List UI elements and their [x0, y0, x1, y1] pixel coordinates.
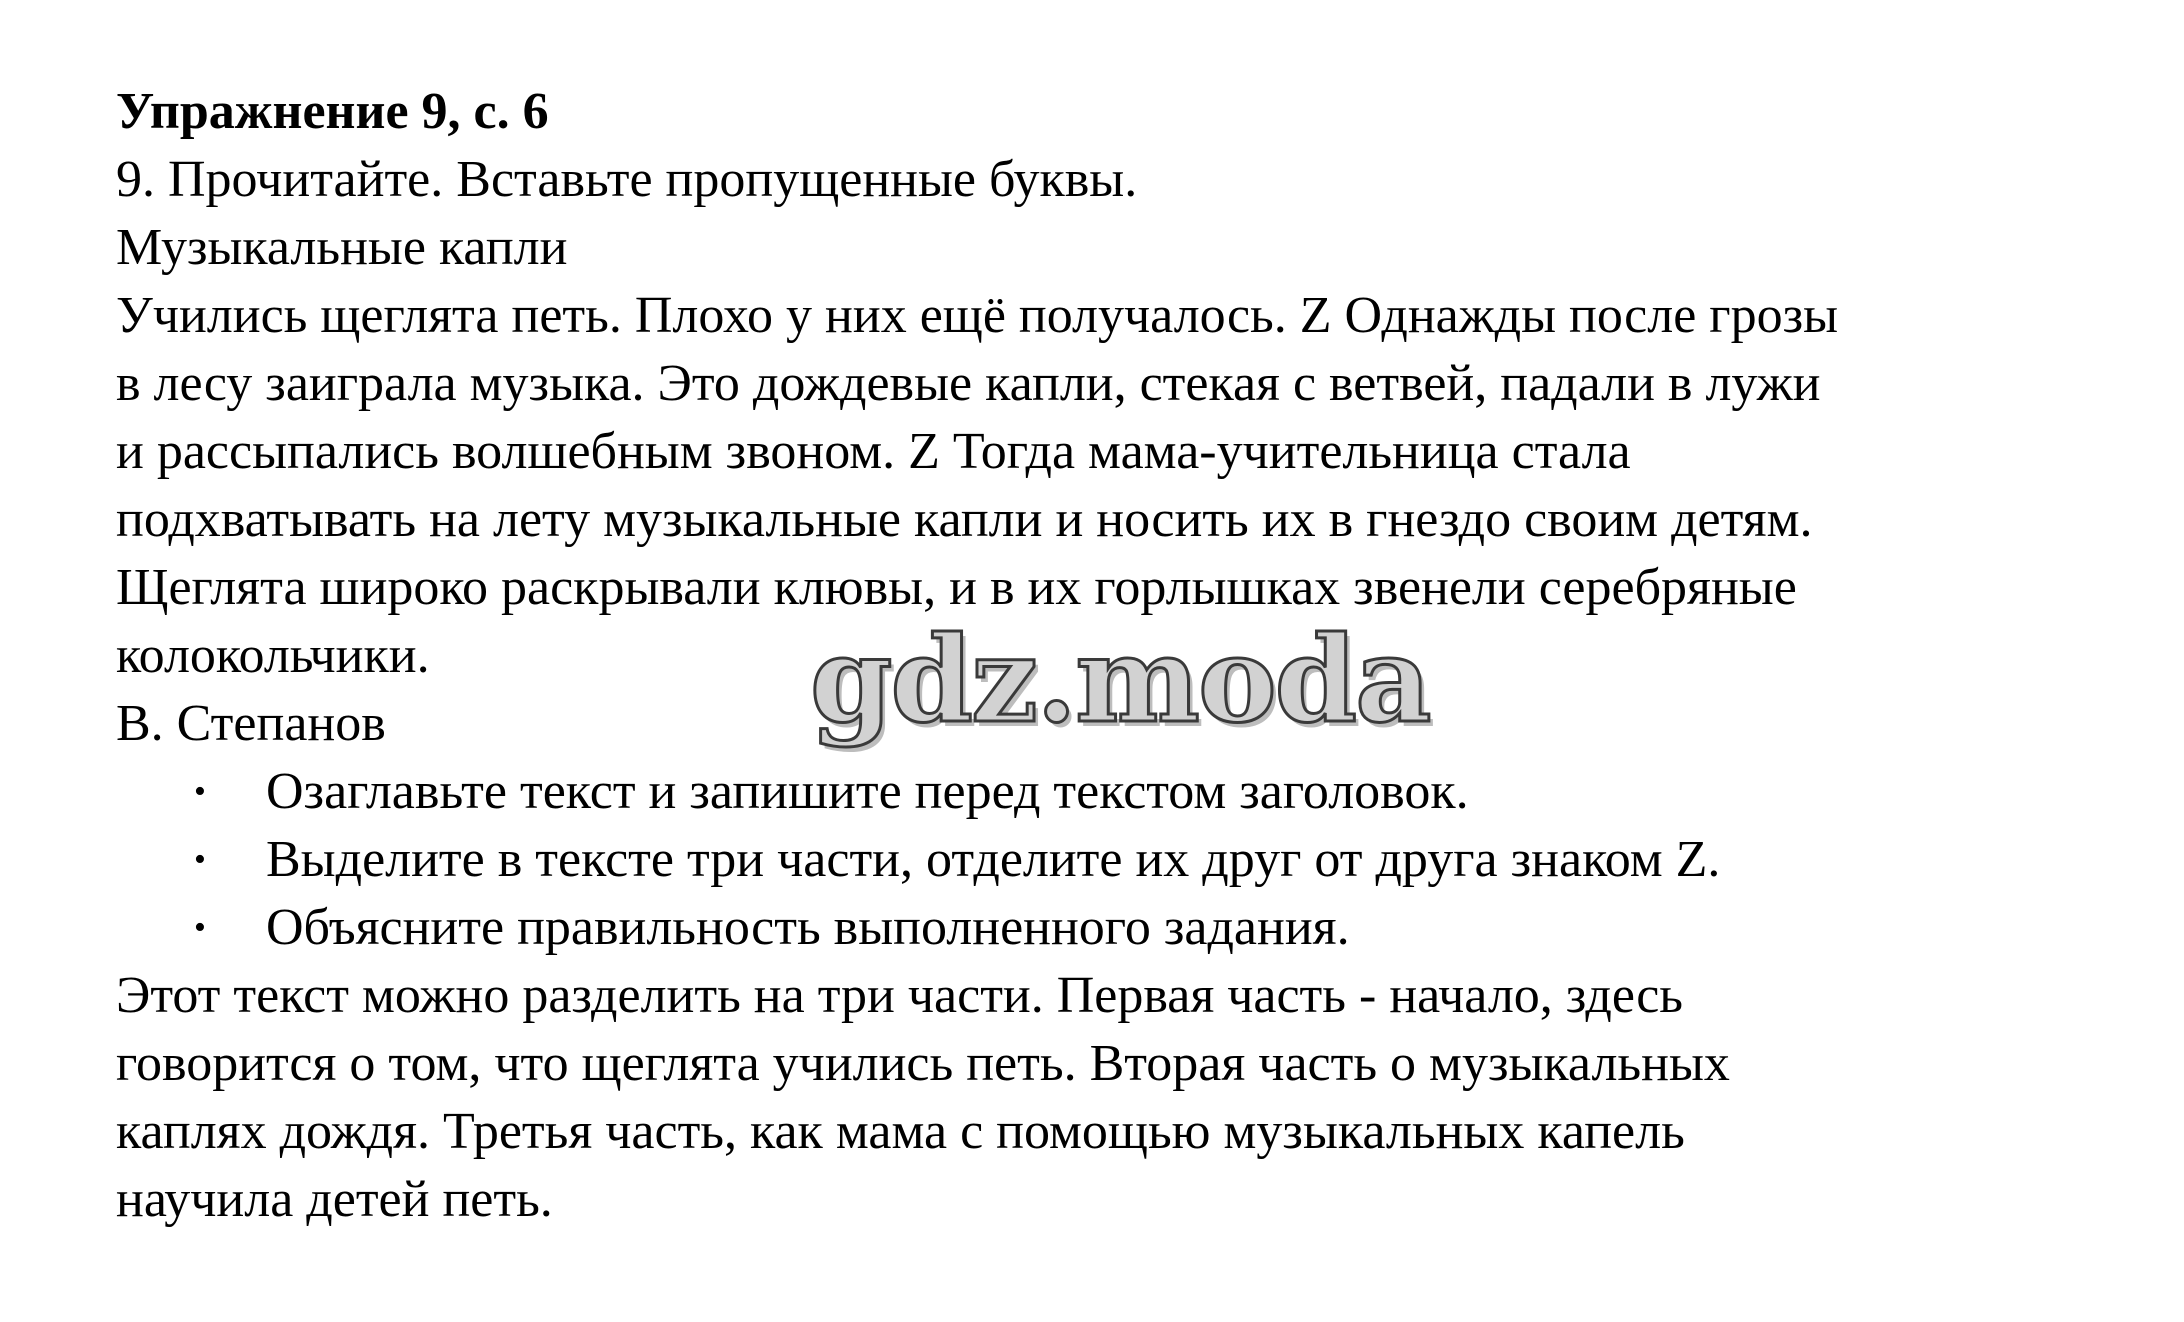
story-line: Щеглята широко раскрывали клювы, и в их горлышках звенели серебряные: [116, 559, 1797, 616]
story-line: в лесу заиграла музыка. Это дождевые капли, стекая с ветвей, падали в лужи: [116, 355, 1821, 412]
answer-line: говорится о том, что щеглята учились петь. Вторая часть о музыкальных: [116, 1035, 1730, 1092]
story-title: Музыкальные капли: [116, 219, 568, 276]
bullet-text: Объясните правильность выполненного задания.: [266, 899, 1350, 956]
story-line: Учились щеглята петь. Плохо у них ещё получалось. Z Однажды после грозы: [116, 287, 1839, 344]
story-line: и рассыпались волшебным звоном. Z Тогда мама-учительница стала: [116, 423, 1631, 480]
answer-line: каплях дождя. Третья часть, как мама с помощью музыкальных капель: [116, 1103, 1685, 1160]
bullet-text: Озаглавьте текст и запишите перед текстом заголовок.: [266, 763, 1469, 820]
answer-line: научила детей петь.: [116, 1171, 553, 1228]
story-line: колокольчики.: [116, 627, 430, 684]
bullet-icon: •: [194, 909, 206, 946]
task-instruction: 9. Прочитайте. Вставьте пропущенные буквы.: [116, 151, 1138, 208]
story-author: В. Степанов: [116, 695, 386, 752]
exercise-title: Упражнение 9, с. 6: [116, 83, 549, 140]
bullet-text: Выделите в тексте три части, отделите их друг от друга знаком Z.: [266, 831, 1721, 888]
story-line: подхватывать на лету музыкальные капли и носить их в гнездо своим детям.: [116, 491, 1813, 548]
bullet-icon: •: [194, 841, 206, 878]
watermark-logo: gdz.moda: [810, 610, 1430, 749]
answer-line: Этот текст можно разделить на три части. Первая часть - начало, здесь: [116, 967, 1684, 1024]
bullet-item: [116, 758, 2136, 826]
bullet-icon: •: [194, 773, 206, 810]
task-bullet-list: [116, 758, 2136, 962]
answer-text: [116, 962, 2136, 1234]
bullet-item: [116, 894, 2136, 962]
bullet-item: [116, 826, 2136, 894]
